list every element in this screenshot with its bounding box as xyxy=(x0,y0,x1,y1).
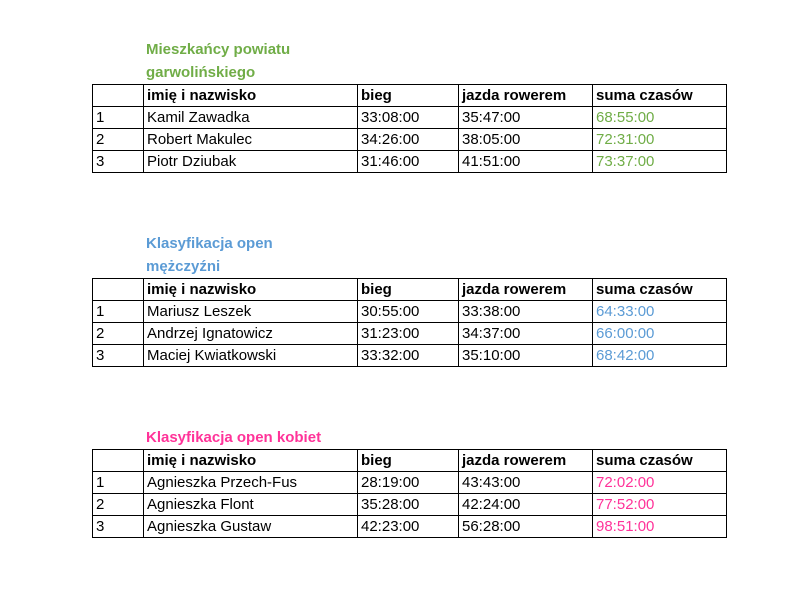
cell-run: 34:26:00 xyxy=(358,129,459,151)
cell-sum: 72:02:00 xyxy=(593,472,727,494)
header-place xyxy=(93,85,144,107)
cell-bike: 35:10:00 xyxy=(459,345,593,367)
cell-bike: 34:37:00 xyxy=(459,323,593,345)
cell-sum: 77:52:00 xyxy=(593,494,727,516)
cell-place: 1 xyxy=(93,107,144,129)
section-open-women xyxy=(92,426,727,538)
section-heading xyxy=(146,426,727,449)
cell-bike: 38:05:00 xyxy=(459,129,593,151)
section-open-men xyxy=(92,232,727,367)
section-title-line-2: garwolińskiego xyxy=(146,64,256,81)
cell-run: 31:23:00 xyxy=(358,323,459,345)
results-table xyxy=(92,449,727,538)
cell-run: 35:28:00 xyxy=(358,494,459,516)
cell-name: Agnieszka Flont xyxy=(144,494,358,516)
cell-place: 3 xyxy=(93,345,144,367)
cell-sum: 98:51:00 xyxy=(593,516,727,538)
cell-name: Agnieszka Przech-Fus xyxy=(144,472,358,494)
header-bike: jazda rowerem xyxy=(459,279,593,301)
section-title-line-1: Klasyfikacja open xyxy=(146,235,273,252)
cell-sum: 72:31:00 xyxy=(593,129,727,151)
table-row xyxy=(93,151,727,173)
cell-place: 2 xyxy=(93,494,144,516)
results-table xyxy=(92,84,727,173)
cell-name: Robert Makulec xyxy=(144,129,358,151)
table-row xyxy=(93,301,727,323)
cell-run: 33:32:00 xyxy=(358,345,459,367)
cell-bike: 33:38:00 xyxy=(459,301,593,323)
header-name: imię i nazwisko xyxy=(144,450,358,472)
header-sum: suma czasów xyxy=(593,85,727,107)
table-row xyxy=(93,516,727,538)
cell-place: 1 xyxy=(93,301,144,323)
header-place xyxy=(93,279,144,301)
cell-place: 3 xyxy=(93,516,144,538)
header-run: bieg xyxy=(358,279,459,301)
header-name: imię i nazwisko xyxy=(144,279,358,301)
cell-bike: 42:24:00 xyxy=(459,494,593,516)
cell-bike: 41:51:00 xyxy=(459,151,593,173)
cell-run: 28:19:00 xyxy=(358,472,459,494)
header-row xyxy=(93,85,727,107)
section-residents xyxy=(92,38,727,173)
cell-sum: 68:42:00 xyxy=(593,345,727,367)
cell-place: 2 xyxy=(93,129,144,151)
cell-bike: 43:43:00 xyxy=(459,472,593,494)
results-table xyxy=(92,278,727,367)
cell-run: 30:55:00 xyxy=(358,301,459,323)
header-row xyxy=(93,450,727,472)
table-row xyxy=(93,129,727,151)
cell-run: 31:46:00 xyxy=(358,151,459,173)
cell-place: 1 xyxy=(93,472,144,494)
table-row xyxy=(93,107,727,129)
section-heading xyxy=(146,232,727,278)
table-row xyxy=(93,494,727,516)
cell-place: 2 xyxy=(93,323,144,345)
cell-sum: 66:00:00 xyxy=(593,323,727,345)
header-name: imię i nazwisko xyxy=(144,85,358,107)
cell-sum: 64:33:00 xyxy=(593,301,727,323)
header-place xyxy=(93,450,144,472)
cell-bike: 56:28:00 xyxy=(459,516,593,538)
header-run: bieg xyxy=(358,450,459,472)
cell-name: Maciej Kwiatkowski xyxy=(144,345,358,367)
section-title-line-1: Mieszkańcy powiatu xyxy=(146,41,291,58)
cell-name: Mariusz Leszek xyxy=(144,301,358,323)
cell-sum: 68:55:00 xyxy=(593,107,727,129)
cell-run: 33:08:00 xyxy=(358,107,459,129)
cell-bike: 35:47:00 xyxy=(459,107,593,129)
header-sum: suma czasów xyxy=(593,279,727,301)
cell-run: 42:23:00 xyxy=(358,516,459,538)
header-run: bieg xyxy=(358,85,459,107)
section-heading xyxy=(146,38,727,84)
table-row xyxy=(93,345,727,367)
cell-sum: 73:37:00 xyxy=(593,151,727,173)
header-sum: suma czasów xyxy=(593,450,727,472)
cell-place: 3 xyxy=(93,151,144,173)
cell-name: Kamil Zawadka xyxy=(144,107,358,129)
header-row xyxy=(93,279,727,301)
cell-name: Andrzej Ignatowicz xyxy=(144,323,358,345)
header-bike: jazda rowerem xyxy=(459,85,593,107)
section-title-line-2: mężczyźni xyxy=(146,258,221,275)
cell-name: Agnieszka Gustaw xyxy=(144,516,358,538)
section-title-line-1: Klasyfikacja open kobiet xyxy=(146,429,322,446)
table-row xyxy=(93,323,727,345)
table-row xyxy=(93,472,727,494)
cell-name: Piotr Dziubak xyxy=(144,151,358,173)
header-bike: jazda rowerem xyxy=(459,450,593,472)
